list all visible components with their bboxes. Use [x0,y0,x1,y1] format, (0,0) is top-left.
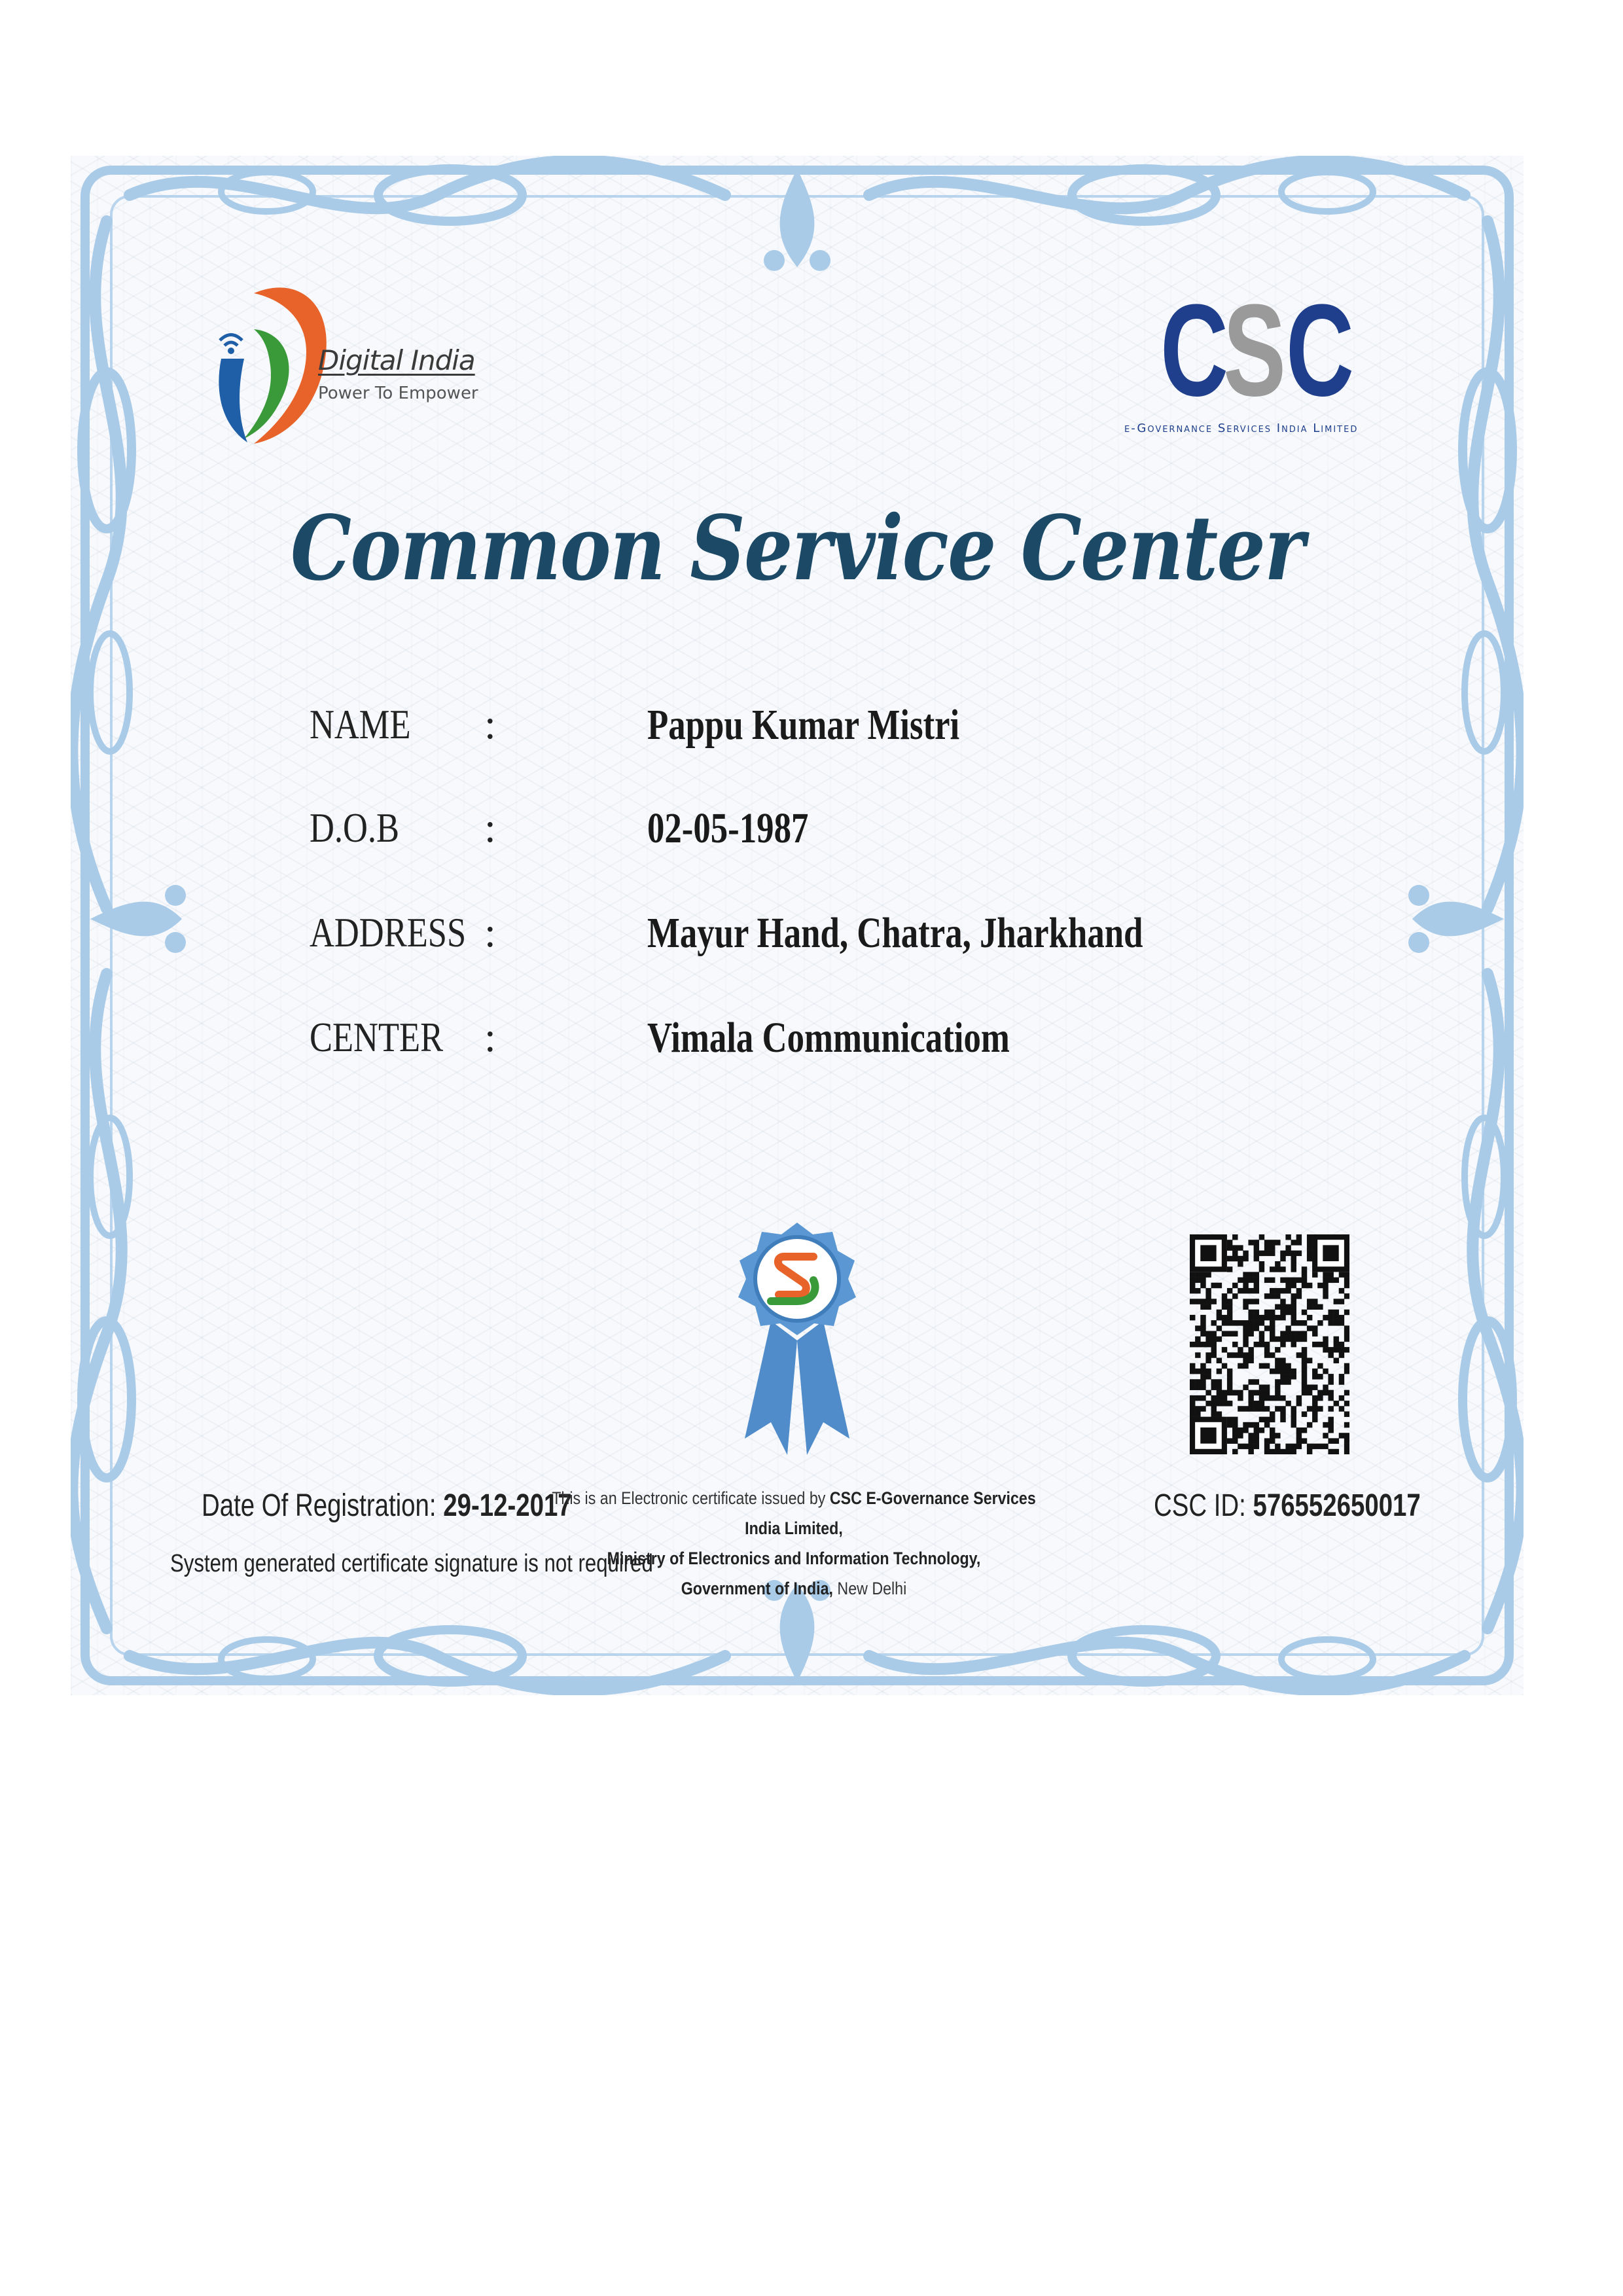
registration-label: Date Of Registration: [202,1488,437,1523]
ribbon-seal-icon [732,1223,863,1458]
csc-logo [1124,278,1425,444]
field-label: CENTER [310,1014,444,1060]
csc-letter-s: S [1223,278,1287,423]
certificate [71,156,1524,1695]
field-value: Mayur Hand, Chatra, Jharkhand [647,909,1143,957]
issuer-statement [532,1483,1056,1604]
registration-date [202,1488,572,1524]
field-address [310,908,1291,967]
field-colon: : [484,1014,496,1060]
field-label: NAME [310,701,411,747]
qr-code-icon [1190,1234,1349,1454]
field-colon: : [484,909,496,956]
csc-id [1154,1488,1421,1524]
csc-letter-c: C [1160,278,1228,423]
digital-india-name: Digital India [318,344,475,376]
csc-id-label: CSC ID: [1154,1488,1246,1523]
field-value: Pappu Kumar Mistri [647,701,960,749]
field-value: Vimala Communicatiom [647,1014,1010,1062]
field-label: D.O.B [310,804,400,851]
signature-note: System generated certificate signature is not required [170,1550,653,1577]
digital-india-emblem-icon [208,267,332,450]
registration-date-value: 29-12-2017 [443,1488,572,1523]
issuer-prefix: This is an Electronic certificate issued by [552,1488,826,1508]
digital-india-tagline: Power To Empower [318,384,478,403]
field-name [310,700,1291,759]
issuer-org: CSC E-Governance Services India Limited, [745,1488,1036,1538]
field-center [310,1013,1291,1072]
digital-india-logo [208,267,478,457]
field-colon: : [484,701,496,747]
field-label: ADDRESS [310,909,467,956]
issuer-ministry: Ministry of Electronics and Information Technology, [607,1549,981,1568]
field-colon: : [484,804,496,851]
csc-wordmark [1160,278,1354,423]
issuer-city: New Delhi [837,1579,907,1598]
csc-letter-c: C [1286,278,1354,423]
issuer-government: Government of India, [681,1579,833,1598]
csc-subtitle: e-Governance Services India Limited [1124,422,1359,435]
csc-id-value: 576552650017 [1253,1488,1421,1523]
certificate-title: Common Service Center [290,496,1304,601]
field-dob [310,804,1291,863]
field-value: 02-05-1987 [647,804,809,852]
